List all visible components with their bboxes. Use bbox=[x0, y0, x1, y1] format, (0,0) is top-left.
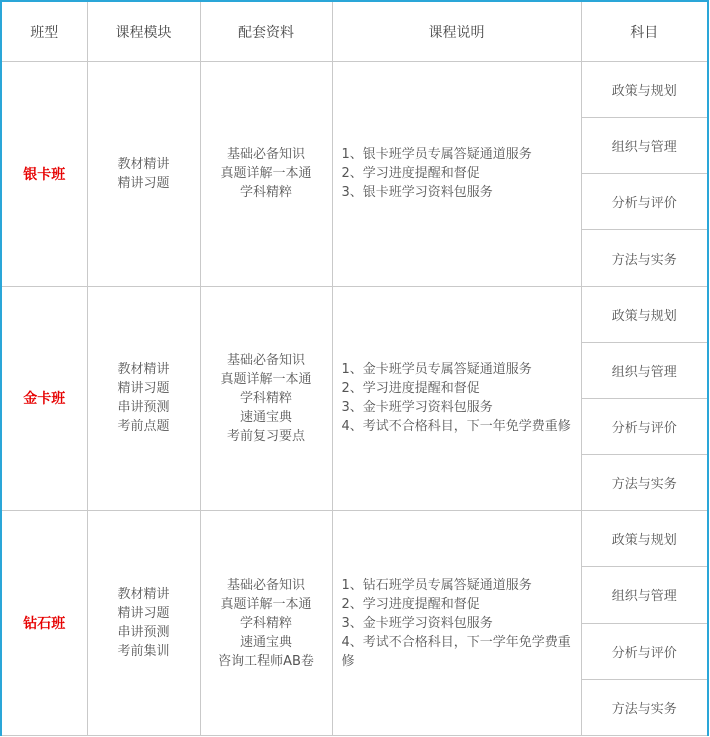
subject-cell: 政策与规划 bbox=[581, 286, 708, 342]
subject-cell: 组织与管理 bbox=[581, 567, 708, 623]
subject-cell: 方法与实务 bbox=[581, 679, 708, 735]
subject-cell: 组织与管理 bbox=[581, 118, 708, 174]
modules-silver bbox=[87, 62, 200, 287]
description-item: 2、学习进度提醒和督促 bbox=[341, 596, 480, 612]
material-item: 考前复习要点 bbox=[226, 428, 305, 444]
modules-diamond bbox=[87, 511, 200, 736]
subject-cell: 方法与实务 bbox=[581, 455, 708, 511]
materials-silver bbox=[200, 62, 332, 287]
table-row-silver bbox=[1, 62, 708, 118]
description-item: 1、银卡班学员专属答疑通道服务 bbox=[341, 147, 532, 163]
description-item: 2、学习进度提醒和督促 bbox=[341, 166, 480, 182]
module-item: 教材精讲 bbox=[117, 156, 170, 172]
module-item: 精讲习题 bbox=[117, 175, 170, 191]
description-item: 1、金卡班学员专属答疑通道服务 bbox=[341, 362, 532, 378]
subject-cell: 政策与规划 bbox=[581, 62, 708, 118]
materials-gold bbox=[200, 286, 332, 511]
header-materials: 配套资料 bbox=[200, 1, 332, 62]
module-item: 考前点题 bbox=[117, 419, 170, 435]
description-item: 2、学习进度提醒和督促 bbox=[341, 381, 480, 397]
class-type-gold: 金卡班 bbox=[1, 286, 87, 511]
subject-cell: 分析与评价 bbox=[581, 623, 708, 679]
description-diamond bbox=[332, 511, 581, 736]
material-item: 学科精粹 bbox=[239, 615, 292, 631]
description-silver bbox=[332, 62, 581, 287]
subject-cell: 分析与评价 bbox=[581, 174, 708, 230]
module-item: 考前集训 bbox=[117, 644, 170, 660]
material-item: 基础必备知识 bbox=[226, 352, 305, 368]
header-description: 课程说明 bbox=[332, 1, 581, 62]
materials-diamond bbox=[200, 511, 332, 736]
description-item: 3、银卡班学习资料包服务 bbox=[341, 185, 493, 201]
material-item: 真题详解一本通 bbox=[220, 166, 312, 182]
header-course-module: 课程模块 bbox=[87, 1, 200, 62]
module-item: 教材精讲 bbox=[117, 587, 170, 603]
subject-cell: 分析与评价 bbox=[581, 398, 708, 454]
material-item: 咨询工程师AB卷 bbox=[218, 653, 314, 669]
description-gold bbox=[332, 286, 581, 511]
material-item: 真题详解一本通 bbox=[220, 371, 312, 387]
table-row-diamond bbox=[1, 511, 708, 567]
material-item: 学科精粹 bbox=[239, 390, 292, 406]
module-item: 串讲预测 bbox=[117, 400, 170, 416]
description-item: 4、考试不合格科目，下一学年免学费重修 bbox=[341, 634, 571, 669]
description-item: 3、金卡班学习资料包服务 bbox=[341, 400, 493, 416]
subject-cell: 方法与实务 bbox=[581, 230, 708, 286]
material-item: 基础必备知识 bbox=[226, 147, 305, 163]
class-type-diamond: 钻石班 bbox=[1, 511, 87, 736]
modules-gold bbox=[87, 286, 200, 511]
table-row-gold bbox=[1, 286, 708, 342]
description-item: 3、金卡班学习资料包服务 bbox=[341, 615, 493, 631]
module-item: 精讲习题 bbox=[117, 606, 170, 622]
material-item: 速通宝典 bbox=[239, 409, 292, 425]
description-item: 4、考试不合格科目，下一年免学费重修 bbox=[341, 419, 571, 435]
material-item: 基础必备知识 bbox=[226, 577, 305, 593]
subject-cell: 政策与规划 bbox=[581, 511, 708, 567]
header-row bbox=[1, 1, 708, 62]
module-item: 串讲预测 bbox=[117, 625, 170, 641]
material-item: 速通宝典 bbox=[239, 634, 292, 650]
material-item: 学科精粹 bbox=[239, 185, 292, 201]
header-subject: 科目 bbox=[581, 1, 708, 62]
header-class-type: 班型 bbox=[1, 1, 87, 62]
subject-cell: 组织与管理 bbox=[581, 342, 708, 398]
module-item: 教材精讲 bbox=[117, 362, 170, 378]
class-type-silver: 银卡班 bbox=[1, 62, 87, 287]
description-item: 1、钻石班学员专属答疑通道服务 bbox=[341, 577, 532, 593]
material-item: 真题详解一本通 bbox=[220, 596, 312, 612]
module-item: 精讲习题 bbox=[117, 381, 170, 397]
